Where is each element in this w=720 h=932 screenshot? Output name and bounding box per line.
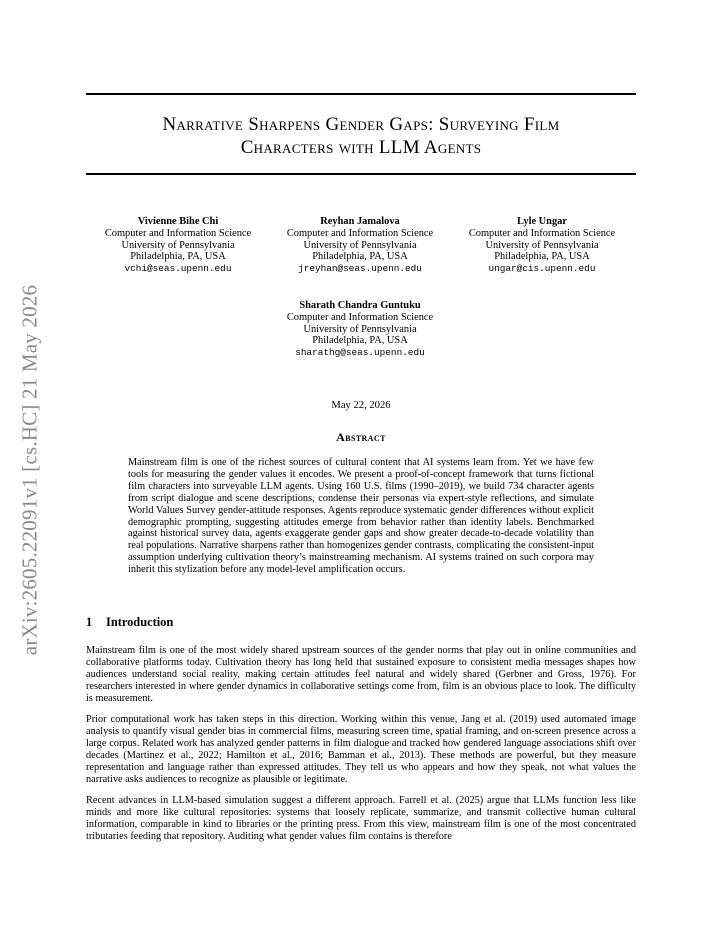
arxiv-identifier: arXiv:2605.22091v1 [cs.HC] 21 May 2026 [17, 284, 42, 656]
author-email: vchi@seas.upenn.edu [124, 263, 232, 275]
section-title: Introduction [106, 615, 174, 629]
author-university: University of Pennsylvania [303, 239, 417, 251]
section-heading [86, 615, 173, 630]
paper-title-line-2: Characters with LLM Agents [240, 137, 482, 158]
author-name: Sharath Chandra Guntuku [299, 300, 421, 311]
author-block [86, 216, 270, 275]
author-university: University of Pennsylvania [121, 239, 235, 251]
paper-title [86, 113, 636, 159]
author-university: University of Pennsylvania [303, 323, 417, 335]
author-name: Vivienne Bihe Chi [137, 216, 219, 227]
author-block [268, 216, 452, 275]
author-university: University of Pennsylvania [485, 239, 599, 251]
body-paragraph: Prior computational work has taken steps in this direction. Working within this venue, Jang et al. (2019) used automated image analysis to quantify visual gender bias in commercial films, measuring screen time, spatial framing, and on-screen presence across a large corpus. Related work has analyzed gender patterns in film dialogue and tracked how gendered language associations shift over decades (Martinez et al., 2022; Hamilton et al., 2016; Bamman et al., 2013). These methods are powerful, but they measure representation and language rather than expressed attitudes. They tell us who appears and how they speak, not what values the narrative asks audiences to recognize as plausible or legitimate. [86, 714, 636, 785]
author-department: Computer and Information Science [468, 227, 616, 239]
author-block [450, 216, 634, 275]
author-email: jreyhan@seas.upenn.edu [298, 263, 422, 275]
author-email: sharathg@seas.upenn.edu [295, 347, 425, 359]
author-name: Reyhan Jamalova [320, 216, 400, 227]
author-location: Philadelphia, PA, USA [312, 335, 408, 347]
author-department: Computer and Information Science [286, 311, 434, 323]
author-email: ungar@cis.upenn.edu [488, 263, 596, 275]
body-paragraph: Recent advances in LLM-based simulation suggest a different approach. Farrell et al. (2025) argue that LLMs function less like minds and more like cultural repositories: systems that loosely replicate, summarize, and transmit collective human cultural information, comparable in kind to libraries or the printing press. From this view, mainstream film is one of the most concentrated tributaries feeding that repository. Auditing what gender values film contains is therefore [86, 795, 636, 842]
arxiv-sidebar-stamp [10, 260, 50, 680]
paper-date: May 22, 2026 [331, 400, 391, 411]
author-name: Lyle Ungar [517, 216, 567, 227]
author-location: Philadelphia, PA, USA [130, 251, 226, 263]
author-department: Computer and Information Science [104, 227, 252, 239]
abstract-text: Mainstream film is one of the richest sources of cultural content that AI systems learn from. Yet we have few tools for measuring the gender values it encodes. We present a proof-of-concept framework that turns fictional film characters into surveyable LLM agents. Using 160 U.S. films (1990–2019), we build 734 character agents from script dialogue and scene descriptions, condense their personas via expert-style reflections, and simulate World Values Survey gender-attitude responses. Agents reproduce systematic gender differences without explicit demographic prompting, suggesting attitudes emerge from behavior rather than identity labels. Benchmarked against historical survey data, agents exaggerate gender gaps and show greater decade-to-decade volatility than real populations. Narrative sharpens rather than homogenizes gender contrasts, complicating the consistent-input assumption underlying cultivation theory’s mainstreaming mechanism. AI systems trained on such corpora may inherit this stylization before any model-level amplification occurs. [128, 457, 594, 576]
author-location: Philadelphia, PA, USA [494, 251, 590, 263]
body-paragraph: Mainstream film is one of the most widely shared upstream sources of the gender norms that play out in online communities and collaborative platforms today. Cultivation theory has long held that sustained exposure to consistent media messages shapes how audiences understand social reality, making certain attitudes feel natural and widely shared (Gerbner and Gross, 1976). For researchers interested in where gender dynamics in collaborative settings come from, film is an obvious place to look. The difficulty is measurement. [86, 645, 636, 704]
paper-title-line-1: Narrative Sharpens Gender Gaps: Surveying Film [162, 114, 560, 135]
section-number: 1 [86, 615, 93, 629]
author-block [268, 300, 452, 359]
title-top-rule [86, 93, 636, 95]
abstract-heading: Abstract [336, 430, 386, 444]
author-department: Computer and Information Science [286, 227, 434, 239]
title-bottom-rule [86, 173, 636, 175]
author-location: Philadelphia, PA, USA [312, 251, 408, 263]
